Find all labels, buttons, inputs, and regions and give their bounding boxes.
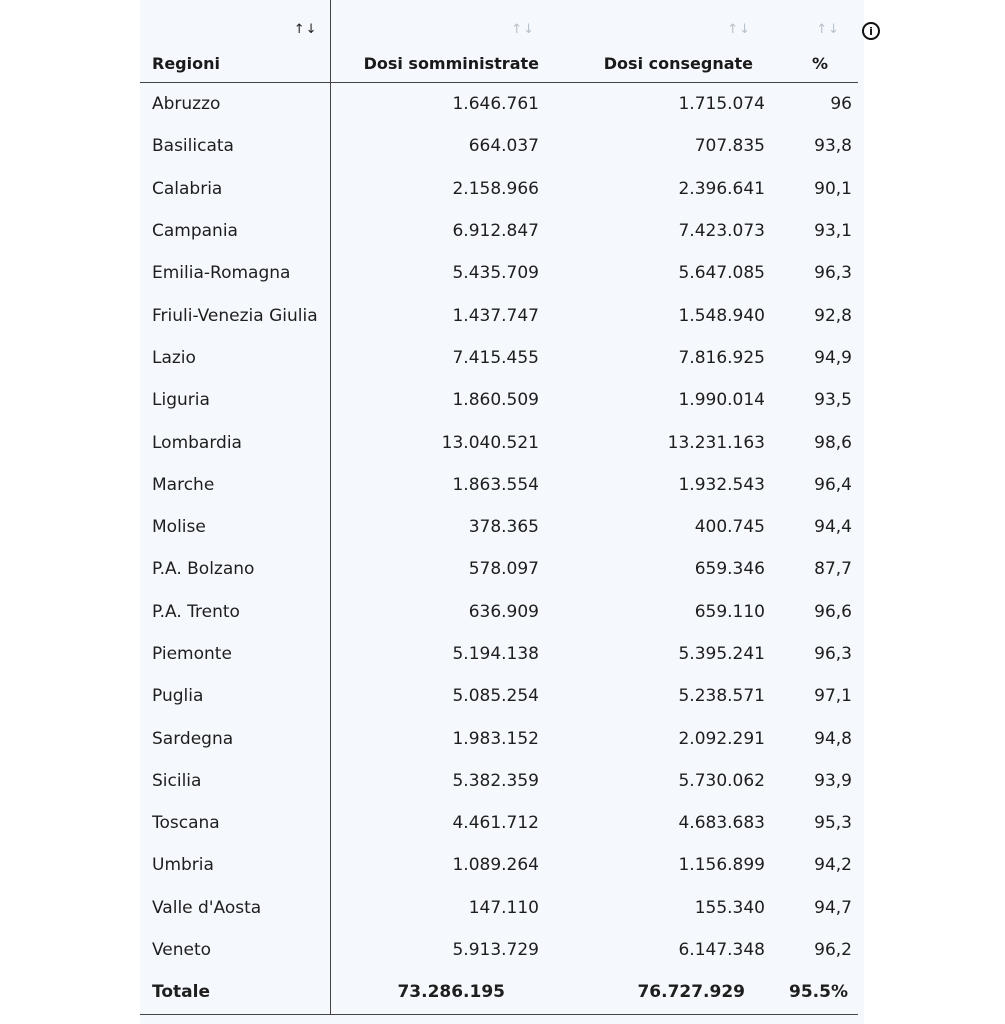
sort-arrows-icon[interactable]: ↑↓ [727, 22, 751, 37]
percent-cell: 96,4 [814, 474, 852, 495]
percent-cell: 94,8 [814, 728, 852, 749]
column-header-dosi-somministrate[interactable] [330, 0, 575, 83]
delivered-cell: 2.396.641 [678, 178, 765, 199]
column-header-regioni[interactable] [140, 0, 330, 83]
region-cell: Puglia [140, 675, 330, 717]
delivered-cell: 7.816.925 [678, 347, 765, 368]
administered-cell: 636.909 [468, 601, 539, 622]
administered-cell: 1.646.761 [452, 94, 539, 115]
sort-arrows-icon[interactable]: ↑↓ [293, 22, 318, 37]
region-cell: Liguria [140, 379, 330, 421]
table-row [140, 421, 858, 463]
delivered-cell: 6.147.348 [678, 940, 765, 961]
region-cell: Campania [140, 210, 330, 252]
vaccine-doses-table [140, 0, 858, 1015]
percent-cell: 96,2 [814, 940, 852, 961]
administered-cell: 4.461.712 [452, 813, 539, 834]
administered-cell: 13.040.521 [441, 432, 539, 453]
delivered-cell: 5.647.085 [678, 263, 765, 284]
delivered-cell: 659.110 [694, 601, 765, 622]
administered-cell: 5.913.729 [452, 940, 539, 961]
administered-cell: 6.912.847 [452, 221, 539, 242]
delivered-cell: 76.727.929 [575, 971, 785, 1014]
column-header-label: % [811, 54, 828, 73]
percent-cell: 93,8 [814, 136, 852, 157]
region-cell: P.A. Trento [140, 591, 330, 633]
percent-cell: 93,1 [814, 221, 852, 242]
sort-arrows-icon[interactable]: ↑↓ [511, 22, 535, 37]
delivered-cell: 1.990.014 [678, 390, 765, 411]
percent-cell: 87,7 [814, 559, 852, 580]
region-cell: Toscana [140, 802, 330, 844]
table-row [140, 379, 858, 421]
administered-cell: 5.085.254 [452, 686, 539, 707]
percent-cell: 93,5 [814, 390, 852, 411]
percent-cell: 94,7 [814, 897, 852, 918]
info-icon[interactable]: i [862, 22, 880, 40]
delivered-cell: 659.346 [694, 559, 765, 580]
delivered-cell: 400.745 [694, 517, 765, 538]
region-cell: Veneto [140, 929, 330, 971]
region-cell: Basilicata [140, 125, 330, 167]
administered-cell: 664.037 [468, 136, 539, 157]
percent-cell: 95,3 [814, 813, 852, 834]
table-row [140, 929, 858, 971]
region-cell: Emilia-Romagna [140, 252, 330, 294]
table-row [140, 506, 858, 548]
region-cell: Abruzzo [140, 83, 330, 126]
delivered-cell: 5.395.241 [678, 644, 765, 664]
administered-cell: 73.286.195 [330, 971, 575, 1014]
table-row [140, 760, 858, 802]
delivered-cell: 1.548.940 [678, 305, 765, 326]
percent-cell: 96,6 [814, 601, 852, 622]
region-cell: Valle d'Aosta [140, 887, 330, 929]
column-header-dosi-consegnate[interactable] [575, 0, 785, 83]
total-row [140, 971, 858, 1014]
delivered-cell: 1.715.074 [678, 94, 765, 115]
delivered-cell: 155.340 [694, 897, 765, 918]
region-cell: P.A. Bolzano [140, 548, 330, 590]
delivered-cell: 5.730.062 [678, 770, 765, 791]
table-row [140, 294, 858, 336]
table-row [140, 548, 858, 590]
delivered-cell: 2.092.291 [678, 728, 765, 749]
percent-cell: 98,6 [814, 432, 852, 453]
table-row [140, 887, 858, 929]
region-cell: Friuli-Venezia Giulia [140, 294, 330, 336]
table-row [140, 591, 858, 633]
percent-cell: 96,3 [814, 263, 852, 284]
table-row [140, 633, 858, 675]
delivered-cell: 4.683.683 [678, 813, 765, 834]
percent-cell: 94,9 [814, 347, 852, 368]
percent-cell: 97,1 [814, 686, 852, 707]
column-header-label: Regioni [152, 54, 220, 73]
table-row [140, 210, 858, 252]
delivered-cell: 707.835 [694, 136, 765, 157]
table-row [140, 125, 858, 167]
administered-cell: 1.860.509 [452, 390, 539, 411]
table-row [140, 675, 858, 717]
percent-cell: 93,9 [814, 770, 852, 791]
region-cell: Lombardia [140, 421, 330, 463]
region-cell: Sicilia [140, 760, 330, 802]
administered-cell: 5.382.359 [452, 770, 539, 791]
percent-cell: 96,3 [814, 644, 852, 664]
delivered-cell: 7.423.073 [678, 221, 765, 242]
table-body [140, 83, 858, 1015]
administered-cell: 1.089.264 [452, 855, 539, 876]
region-cell: Lazio [140, 337, 330, 379]
administered-cell: 1.983.152 [452, 728, 539, 749]
column-header-label: Dosi somministrate [363, 54, 539, 73]
table-row [140, 844, 858, 886]
percent-cell: 95.5% [785, 971, 858, 1014]
administered-cell: 5.194.138 [452, 644, 539, 664]
delivered-cell: 1.156.899 [678, 855, 765, 876]
region-cell: Sardegna [140, 717, 330, 759]
administered-cell: 5.435.709 [452, 263, 539, 284]
table-row [140, 337, 858, 379]
percent-cell: 94,4 [814, 517, 852, 538]
table-row [140, 802, 858, 844]
administered-cell: 2.158.966 [452, 178, 539, 199]
administered-cell: 1.863.554 [452, 474, 539, 495]
column-header-percent[interactable] [785, 0, 858, 83]
percent-cell: 94,2 [814, 855, 852, 876]
sort-arrows-icon[interactable]: ↑↓ [816, 22, 840, 37]
region-cell: Piemonte [140, 633, 330, 675]
table-header-row [140, 0, 858, 83]
percent-cell: 96 [830, 94, 852, 115]
region-cell: Calabria [140, 168, 330, 210]
delivered-cell: 5.238.571 [678, 686, 765, 707]
region-cell: Molise [140, 506, 330, 548]
table-row [140, 168, 858, 210]
region-cell: Umbria [140, 844, 330, 886]
delivered-cell: 13.231.163 [667, 432, 765, 453]
administered-cell: 578.097 [468, 559, 539, 580]
region-cell: Marche [140, 464, 330, 506]
administered-cell: 147.110 [468, 897, 539, 918]
delivered-cell: 1.932.543 [678, 474, 765, 495]
table-row [140, 83, 858, 126]
table-row [140, 464, 858, 506]
administered-cell: 1.437.747 [452, 305, 539, 326]
table-row [140, 252, 858, 294]
percent-cell: 90,1 [814, 178, 852, 199]
column-header-label: Dosi consegnate [603, 54, 753, 73]
administered-cell: 378.365 [468, 517, 539, 538]
table-row [140, 717, 858, 759]
region-cell: Totale [140, 971, 330, 1014]
percent-cell: 92,8 [814, 305, 852, 326]
administered-cell: 7.415.455 [452, 347, 539, 368]
